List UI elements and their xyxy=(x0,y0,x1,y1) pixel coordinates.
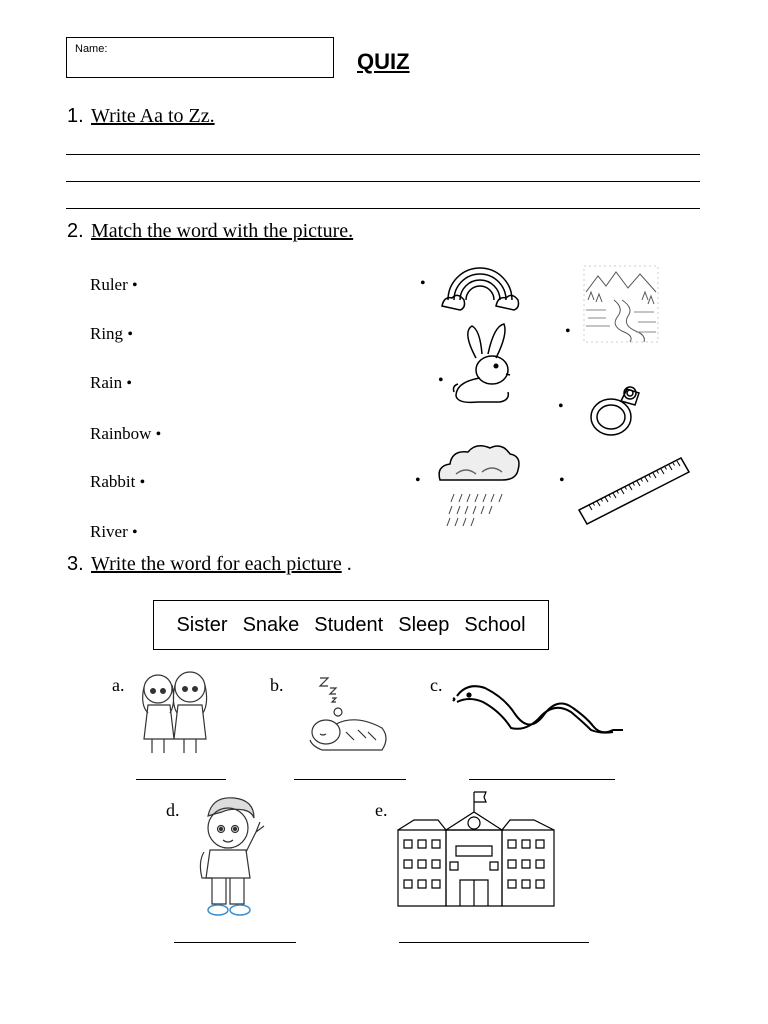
word-label: Rain xyxy=(90,373,123,392)
q1-number: 1. xyxy=(67,105,84,127)
match-dot-ring-picture[interactable]: • xyxy=(558,398,564,415)
word-bank-item: Student xyxy=(314,613,384,636)
match-dot[interactable]: • xyxy=(139,474,146,491)
sleeping-child-picture xyxy=(302,672,392,754)
match-dot[interactable]: • xyxy=(126,375,132,392)
word-bank-item: Sleep xyxy=(398,613,450,636)
writing-line-3[interactable] xyxy=(66,208,700,209)
word-label: River xyxy=(90,522,128,541)
school-picture xyxy=(394,790,558,908)
match-word-river xyxy=(90,522,138,542)
name-field[interactable] xyxy=(66,37,334,78)
rabbit-picture xyxy=(450,322,520,406)
match-dot[interactable]: • xyxy=(127,326,133,343)
item-letter-e: e. xyxy=(375,800,388,820)
item-letter-b: b. xyxy=(270,675,284,695)
match-dot-rainbow-picture[interactable]: • xyxy=(420,275,426,292)
rainbow-picture xyxy=(440,262,520,312)
page-title: QUIZ xyxy=(357,49,410,74)
ring-picture xyxy=(585,375,645,441)
ruler-picture xyxy=(575,450,693,528)
word-label: Rainbow xyxy=(90,424,152,443)
match-word-rain xyxy=(90,373,132,393)
name-label: Name: xyxy=(75,43,108,55)
writing-line-2[interactable] xyxy=(66,181,700,182)
sisters-picture xyxy=(134,665,214,755)
word-label: Ruler xyxy=(90,275,128,294)
answer-blank-b[interactable] xyxy=(294,779,406,780)
q3-number: 3. xyxy=(67,553,84,575)
word-bank-item: Snake xyxy=(242,613,300,636)
match-dot-rabbit-picture[interactable]: • xyxy=(438,372,444,389)
q2-number: 2. xyxy=(67,220,84,242)
match-dot-ruler-picture[interactable]: • xyxy=(559,472,565,489)
item-letter-d: d. xyxy=(166,800,180,820)
q3-instruction-line xyxy=(91,553,352,576)
match-dot[interactable]: • xyxy=(132,277,138,294)
word-bank-item: School xyxy=(464,613,526,636)
q3-period: . xyxy=(346,553,352,575)
student-picture xyxy=(196,794,272,920)
word-label: Ring xyxy=(90,324,124,343)
snake-picture xyxy=(453,680,629,730)
item-letter-a: a. xyxy=(112,675,125,695)
answer-blank-a[interactable] xyxy=(136,779,226,780)
writing-line-1[interactable] xyxy=(66,154,700,155)
answer-blank-d[interactable] xyxy=(174,942,296,943)
word-label: Rabbit xyxy=(90,472,136,491)
word-bank-item: Sister xyxy=(176,613,228,636)
item-letter-c: c. xyxy=(430,675,443,695)
match-word-ring xyxy=(90,324,133,344)
q2-instruction: Match the word with the picture. xyxy=(91,220,354,242)
answer-blank-e[interactable] xyxy=(399,942,589,943)
q1-instruction: Write Aa to Zz. xyxy=(91,105,215,127)
answer-blank-c[interactable] xyxy=(469,779,615,780)
word-bank xyxy=(153,600,549,650)
match-word-ruler xyxy=(90,275,138,295)
match-dot-river-picture[interactable]: • xyxy=(565,323,571,340)
q3-instruction: Write the word for each picture xyxy=(91,553,342,575)
match-dot[interactable]: • xyxy=(155,426,162,443)
match-word-rainbow xyxy=(90,424,161,444)
river-picture xyxy=(584,266,658,342)
match-word-rabbit xyxy=(90,472,145,492)
rain-cloud-picture xyxy=(436,444,522,528)
match-dot-rain-picture[interactable]: • xyxy=(415,472,421,489)
match-dot[interactable]: • xyxy=(132,524,138,541)
